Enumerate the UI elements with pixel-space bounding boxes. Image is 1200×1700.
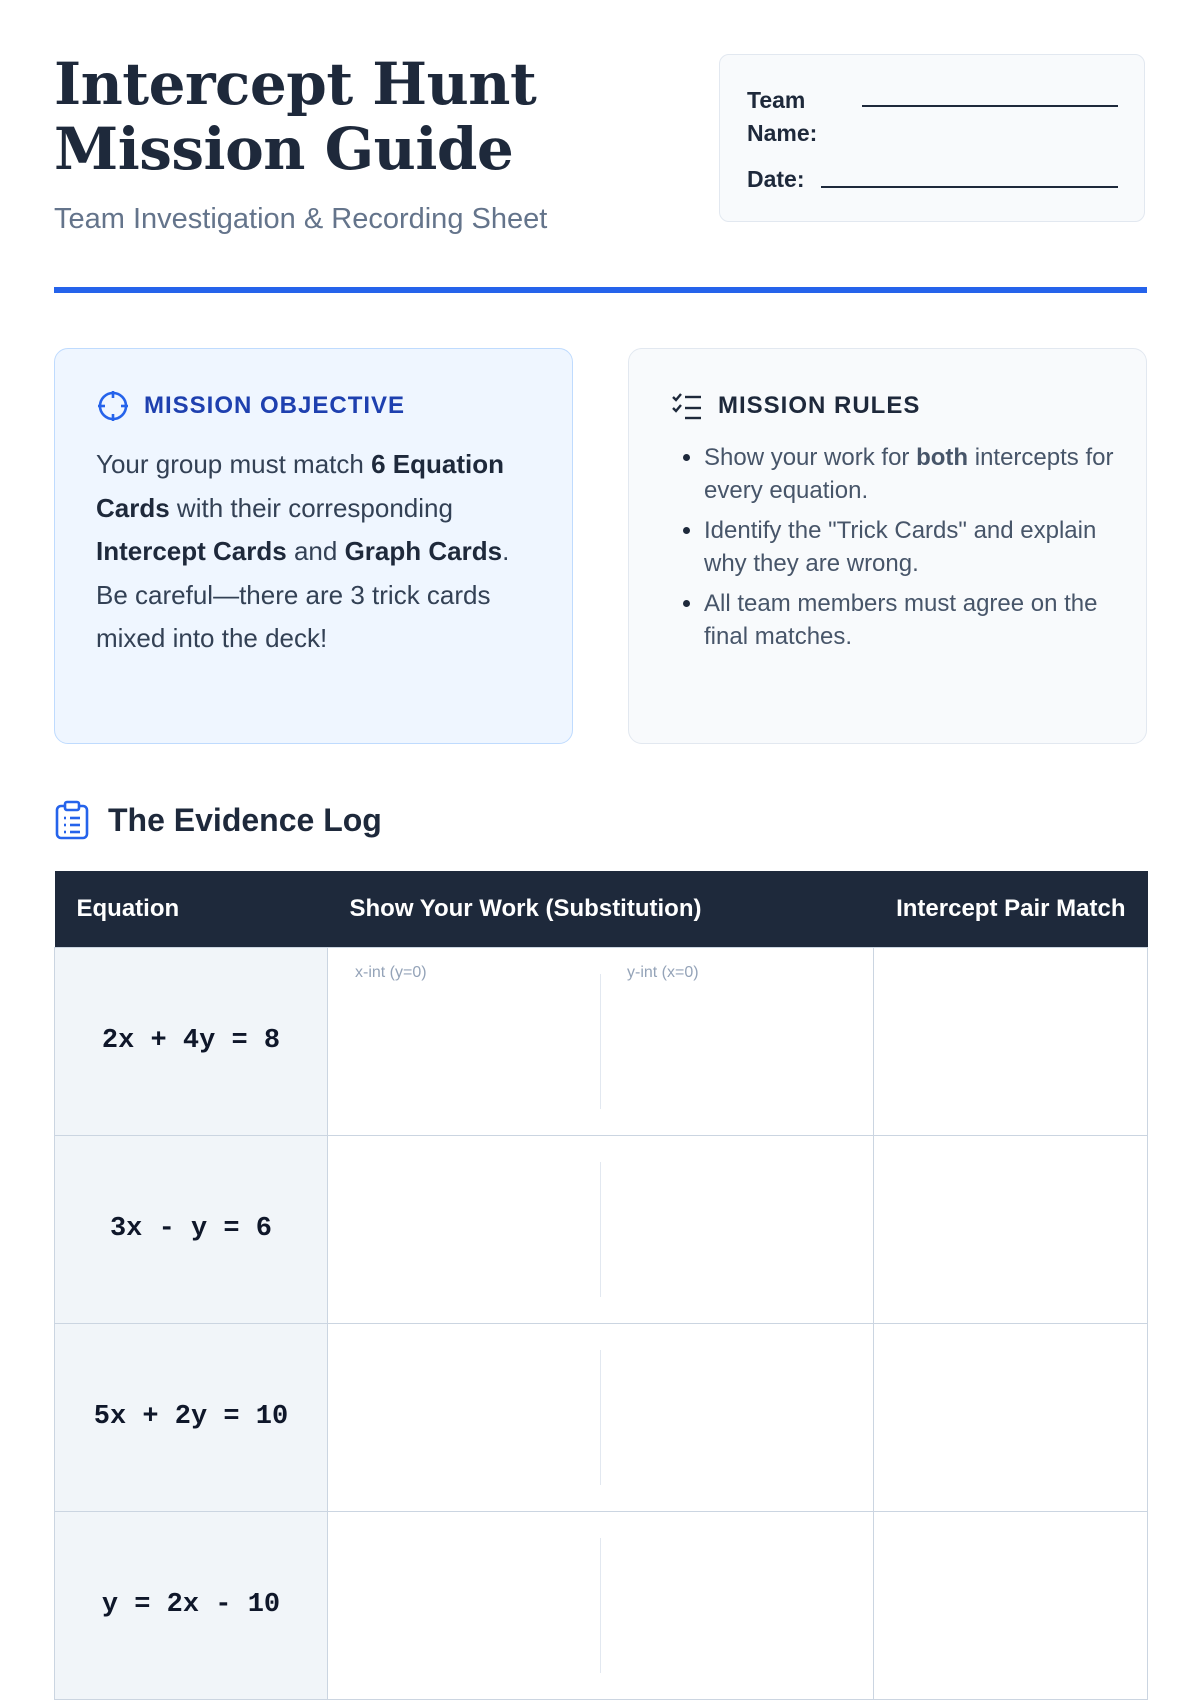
mission-rules-card	[628, 348, 1147, 744]
work-divider	[600, 1538, 601, 1673]
team-name-field[interactable]	[862, 105, 1118, 107]
intercept-match-cell[interactable]	[874, 1511, 1148, 1699]
rule-3-text: All team members must agree on the final matches.	[704, 590, 1098, 650]
rule-1-tail: intercepts for every equation.	[704, 444, 1114, 504]
evidence-log-heading: The Evidence Log	[108, 801, 382, 838]
rule-item	[704, 441, 1144, 507]
objective-heading-row	[96, 389, 405, 423]
equation-cell: y = 2x - 10	[55, 1511, 328, 1699]
header-divider	[54, 287, 1147, 293]
rule-item	[704, 587, 1144, 653]
equation-cell: 2x + 4y = 8	[55, 947, 328, 1135]
objective-bold-1: 6 Equation Cards	[96, 449, 504, 523]
column-header-work: Show Your Work (Substitution)	[328, 871, 874, 947]
objective-bold-3: Graph Cards	[344, 536, 503, 566]
team-name-label: Team Name:	[747, 87, 818, 146]
table-row	[55, 1511, 1148, 1699]
work-cell[interactable]	[328, 947, 874, 1135]
work-divider	[600, 1350, 601, 1485]
objective-text-2: with their corresponding	[169, 492, 453, 523]
column-header-match: Intercept Pair Match	[874, 871, 1148, 947]
rules-heading-row	[670, 389, 920, 423]
objective-text	[96, 443, 536, 661]
intercept-match-cell[interactable]	[874, 1135, 1148, 1323]
equation-cell: 5x + 2y = 10	[55, 1323, 328, 1511]
rule-item	[704, 514, 1144, 580]
date-field[interactable]	[821, 186, 1118, 188]
work-divider	[600, 974, 601, 1109]
evidence-log-heading-row	[54, 800, 382, 840]
mission-objective-card	[54, 348, 573, 744]
rules-heading: MISSION RULES	[718, 392, 921, 419]
mission-cards	[54, 348, 1147, 744]
clipboard-icon	[54, 800, 90, 840]
page-title: Intercept Hunt Mission Guide	[54, 50, 537, 183]
page-subtitle: Team Investigation & Recording Sheet	[54, 203, 548, 235]
objective-text-1: Your group must match	[96, 449, 372, 479]
equation-cell: 3x - y = 6	[55, 1135, 328, 1323]
date-label: Date:	[747, 166, 805, 192]
table-row	[55, 1323, 1148, 1511]
x-intercept-hint: x-int (y=0)	[355, 963, 427, 981]
intercept-match-cell[interactable]	[874, 947, 1148, 1135]
table-header-row	[55, 871, 1148, 947]
work-cell[interactable]	[328, 1511, 874, 1699]
column-header-equation: Equation	[55, 871, 328, 947]
worksheet-page	[54, 0, 1147, 1620]
intercept-match-cell[interactable]	[874, 1323, 1148, 1511]
table-row	[55, 1135, 1148, 1323]
team-info-box	[719, 54, 1145, 222]
rule-1-text: Show your work for	[704, 444, 917, 471]
crosshair-icon	[96, 389, 130, 423]
rule-1-bold: both	[916, 444, 969, 471]
table-row	[55, 947, 1148, 1135]
y-intercept-hint: y-int (x=0)	[627, 963, 699, 981]
rule-2-text: Identify the "Trick Cards" and explain why they are wrong.	[704, 517, 1097, 577]
objective-bold-2: Intercept Cards	[96, 536, 287, 566]
header	[54, 0, 1147, 294]
checklist-icon	[670, 389, 704, 423]
evidence-log-table	[54, 871, 1148, 1700]
work-cell[interactable]	[328, 1135, 874, 1323]
work-cell[interactable]	[328, 1323, 874, 1511]
work-divider	[600, 1162, 601, 1297]
objective-heading: MISSION OBJECTIVE	[144, 392, 406, 419]
rules-list	[670, 441, 1144, 660]
objective-text-3: and	[286, 536, 345, 566]
objective-text-4: . Be careful—there are 3 trick cards mixed into the deck!	[96, 536, 510, 653]
